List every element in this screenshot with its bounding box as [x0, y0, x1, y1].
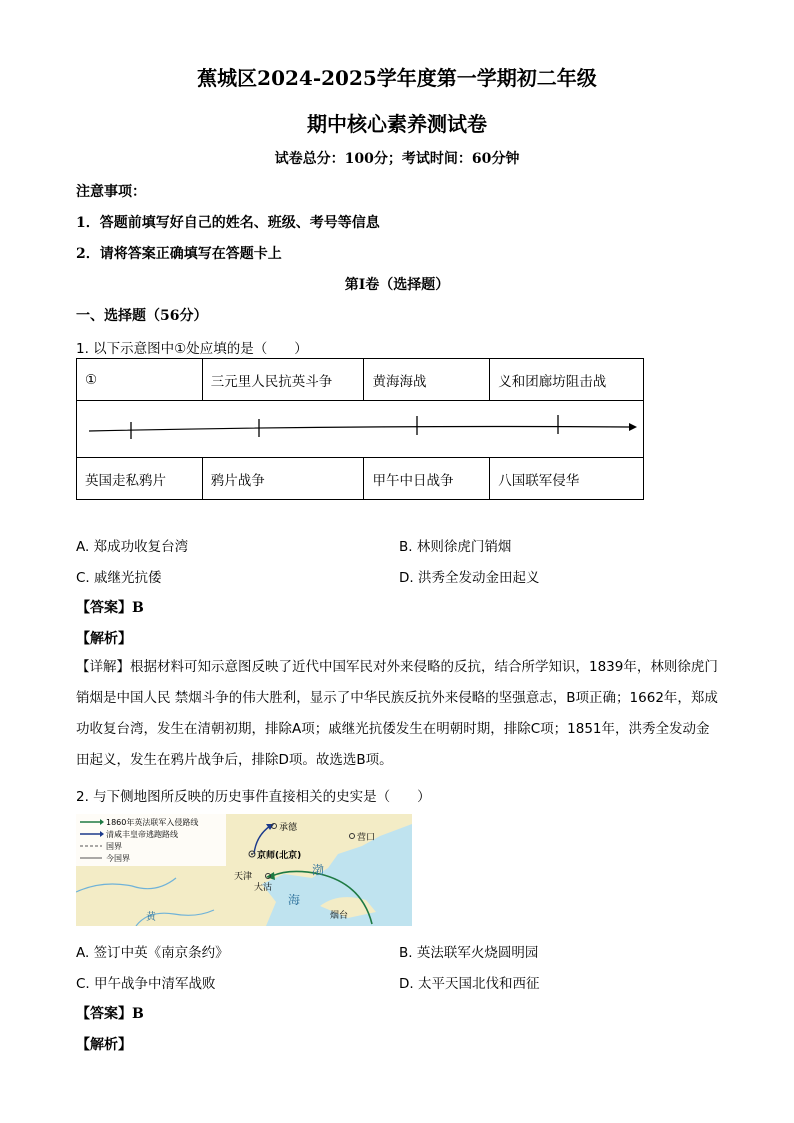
map-place-label: 营口	[357, 833, 376, 843]
table-cell: 英国走私鸦片	[77, 458, 203, 500]
notice-heading: 注意事项：	[76, 184, 146, 200]
q1-option-c: C. 戚继光抗倭	[76, 570, 162, 586]
q1-detail: 【详解】根据材料可知示意图反映了近代中国军民对外来侵略的反抗，结合所学知识，1839年，林则徐虎门销烟是中国人民 禁烟斗争的伟大胜利，显示了中华民族反抗外来侵略的坚强意志，B项正确；1662年，郑成功收复台湾，发生在清朝初期，排除A项；戚继光抗倭发生在明朝时期，排除C项；1851年，洪秀全发动金田起义，发生在鸦片战争后，排除D项。故选选B项。	[76, 659, 718, 768]
map-svg	[76, 814, 412, 926]
q1-timeline-table	[76, 358, 644, 500]
q1-stem: 1. 以下示意图中①处应填的是（ ）	[76, 341, 308, 357]
q1-option-a: A. 郑成功收复台湾	[76, 539, 189, 555]
exam-meta: 试卷总分：100分；考试时间：60分钟	[274, 151, 520, 167]
q2-option-c: C. 甲午战争中清军战败	[76, 976, 216, 992]
q2-answer: 【答案】B	[76, 1006, 144, 1022]
table-cell: 八国联军侵华	[490, 458, 644, 500]
legend-label: 国界	[106, 842, 122, 851]
exam-subtitle: 期中核心素养测试卷	[307, 112, 487, 136]
q2-stem: 2. 与下侧地图所反映的历史事件直接相关的史实是（ ）	[76, 789, 431, 805]
notice-item-1: 1．答题前填写好自己的姓名、班级、考号等信息	[76, 215, 380, 231]
table-cell: 鸦片战争	[202, 458, 364, 500]
q1-option-d: D. 洪秀全发动金田起义	[399, 570, 540, 586]
timeline-arrow	[77, 401, 643, 453]
legend-label: 今国界	[106, 854, 130, 863]
map-river-label: 黄	[146, 912, 156, 923]
q1-analysis-label: 【解析】	[76, 631, 132, 647]
exam-title: 蕉城区2024-2025学年度第一学期初二年级	[197, 66, 597, 90]
table-cell: 甲午中日战争	[364, 458, 490, 500]
map-place-label: 天津	[234, 872, 253, 882]
q2-option-a: A. 签订中英《南京条约》	[76, 945, 229, 961]
table-cell: ①	[77, 359, 203, 401]
map-sea-label: 渤	[312, 863, 325, 877]
section-heading: 一、选择题（56分）	[76, 308, 208, 324]
map-place-label: 承德	[279, 823, 298, 833]
notice-item-2: 2．请将答案正确填写在答题卡上	[76, 246, 282, 262]
map-place-label: 京师(北京)	[257, 851, 302, 861]
map-place-label: 烟台	[330, 911, 349, 921]
table-cell: 义和团廊坊阻击战	[490, 359, 644, 401]
table-cell: 黄海海战	[364, 359, 490, 401]
volume-title: 第I卷（选择题）	[344, 277, 450, 293]
q2-map	[76, 814, 412, 926]
timeline-cell	[77, 401, 644, 458]
q1-option-b: B. 林则徐虎门销烟	[399, 539, 512, 555]
q1-answer: 【答案】B	[76, 600, 144, 616]
q2-option-d: D. 太平天国北伐和西征	[399, 976, 540, 992]
legend-label: 1860年英法联军入侵路线	[106, 818, 199, 827]
map-place-label: 大沽	[254, 883, 273, 893]
q2-option-b: B. 英法联军火烧圆明园	[399, 945, 539, 961]
legend-label: 清咸丰皇帝逃跑路线	[106, 830, 178, 839]
q2-analysis-label: 【解析】	[76, 1037, 132, 1053]
table-cell: 三元里人民抗英斗争	[202, 359, 364, 401]
map-sea-label: 海	[288, 893, 301, 907]
